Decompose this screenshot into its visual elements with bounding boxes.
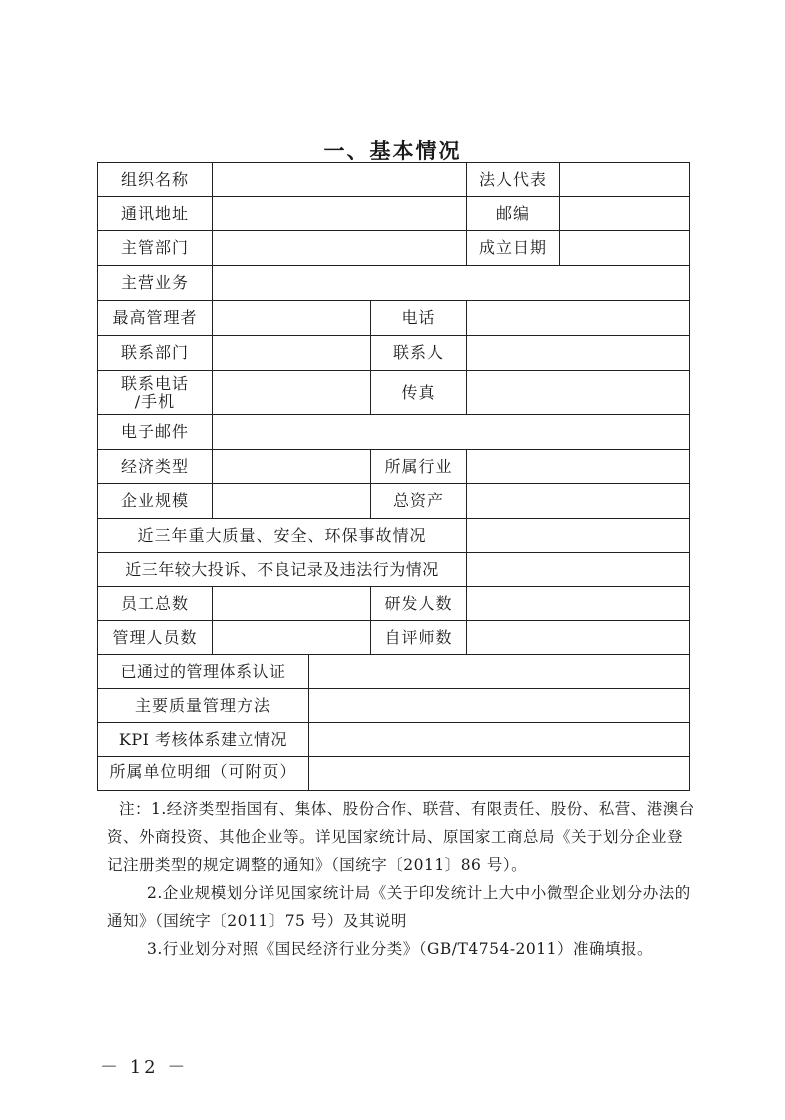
- total-assets-label: 总资产: [371, 484, 467, 518]
- postcode-field[interactable]: [560, 197, 689, 230]
- authority-field[interactable]: [213, 231, 467, 265]
- authority-label: 主管部门: [98, 231, 213, 265]
- certifications-field[interactable]: [309, 655, 689, 688]
- table-row: [97, 300, 690, 336]
- table-row: [97, 552, 690, 587]
- contact-phone-label: 联系电话 /手机: [98, 371, 213, 414]
- phone-field[interactable]: [467, 301, 689, 335]
- business-label: 主营业务: [98, 266, 213, 300]
- table-row: [97, 722, 690, 757]
- subsidiaries-label: 所属单位明细（可附页）: [98, 757, 309, 790]
- table-row: [97, 654, 690, 689]
- legal-rep-field[interactable]: [560, 163, 689, 196]
- phone-label: 电话: [371, 301, 467, 335]
- accidents-label: 近三年重大质量、安全、环保事故情况: [98, 519, 467, 552]
- table-row: [97, 162, 690, 197]
- top-manager-field[interactable]: [213, 301, 371, 335]
- quality-methods-label: 主要质量管理方法: [98, 689, 309, 722]
- founded-field[interactable]: [560, 231, 689, 265]
- accidents-field[interactable]: [467, 519, 689, 552]
- rd-staff-field[interactable]: [467, 587, 689, 620]
- postcode-label: 邮编: [467, 197, 560, 230]
- scale-label: 企业规模: [98, 484, 213, 518]
- econ-type-label: 经济类型: [98, 450, 213, 483]
- fax-label: 传真: [371, 371, 467, 414]
- quality-methods-field[interactable]: [309, 689, 689, 722]
- contact-person-label: 联系人: [371, 336, 467, 370]
- scale-field[interactable]: [213, 484, 371, 518]
- contact-person-field[interactable]: [467, 336, 689, 370]
- table-row: [97, 370, 690, 415]
- rd-staff-label: 研发人数: [371, 587, 467, 620]
- founded-label: 成立日期: [467, 231, 560, 265]
- table-row: [97, 483, 690, 519]
- org-name-field[interactable]: [213, 163, 467, 196]
- total-assets-field[interactable]: [467, 484, 689, 518]
- business-field[interactable]: [213, 266, 689, 300]
- assessors-label: 自评师数: [371, 621, 467, 654]
- complaints-label: 近三年较大投诉、不良记录及违法行为情况: [98, 553, 467, 586]
- table-row: [97, 688, 690, 723]
- address-label: 通讯地址: [98, 197, 213, 230]
- section-title: 一、基本情况: [323, 139, 462, 163]
- email-field[interactable]: [213, 415, 689, 449]
- assessors-field[interactable]: [467, 621, 689, 654]
- table-row: [97, 414, 690, 450]
- note-2: 2.企业规模划分详见国家统计局《关于印发统计上大中小微型企业划分办法的通知》（国统字〔2011〕75 号）及其说明: [107, 884, 691, 930]
- certifications-label: 已通过的管理体系认证: [98, 655, 309, 688]
- table-row: [97, 756, 690, 791]
- fax-field[interactable]: [467, 371, 689, 414]
- legal-rep-label: 法人代表: [467, 163, 560, 196]
- contact-dept-field[interactable]: [213, 336, 371, 370]
- kpi-label: KPI 考核体系建立情况: [98, 723, 309, 756]
- note-1: 注：1.经济类型指国有、集体、股份合作、联营、有限责任、股份、私营、港澳台资、外商投资、其他企业等。详见国家统计局、原国家工商总局《关于划分企业登记注册类型的规定调整的通知》（国统字〔2011〕86 号）。: [107, 800, 695, 874]
- industry-field[interactable]: [467, 450, 689, 483]
- contact-phone-field[interactable]: [213, 371, 371, 414]
- top-manager-label: 最高管理者: [98, 301, 213, 335]
- employees-label: 员工总数: [98, 587, 213, 620]
- table-row: [97, 586, 690, 621]
- table-row: [97, 196, 690, 231]
- industry-label: 所属行业: [371, 450, 467, 483]
- employees-field[interactable]: [213, 587, 371, 620]
- notes: [107, 795, 697, 963]
- table-row: [97, 230, 690, 266]
- mgmt-staff-field[interactable]: [213, 621, 371, 654]
- table-row: [97, 335, 690, 371]
- address-field[interactable]: [213, 197, 467, 230]
- kpi-field[interactable]: [309, 723, 689, 756]
- table-row: [97, 620, 690, 655]
- econ-type-field[interactable]: [213, 450, 371, 483]
- email-label: 电子邮件: [98, 415, 213, 449]
- table-row: [97, 518, 690, 553]
- note-3: 3.行业划分对照《国民经济行业分类》（GB/T4754-2011）准确填报。: [147, 940, 654, 958]
- table-row: [97, 449, 690, 484]
- complaints-field[interactable]: [467, 553, 689, 586]
- page-number: － 12 －: [100, 1057, 189, 1078]
- org-name-label: 组织名称: [98, 163, 213, 196]
- subsidiaries-field[interactable]: [309, 757, 689, 790]
- mgmt-staff-label: 管理人员数: [98, 621, 213, 654]
- contact-dept-label: 联系部门: [98, 336, 213, 370]
- table-row: [97, 265, 690, 301]
